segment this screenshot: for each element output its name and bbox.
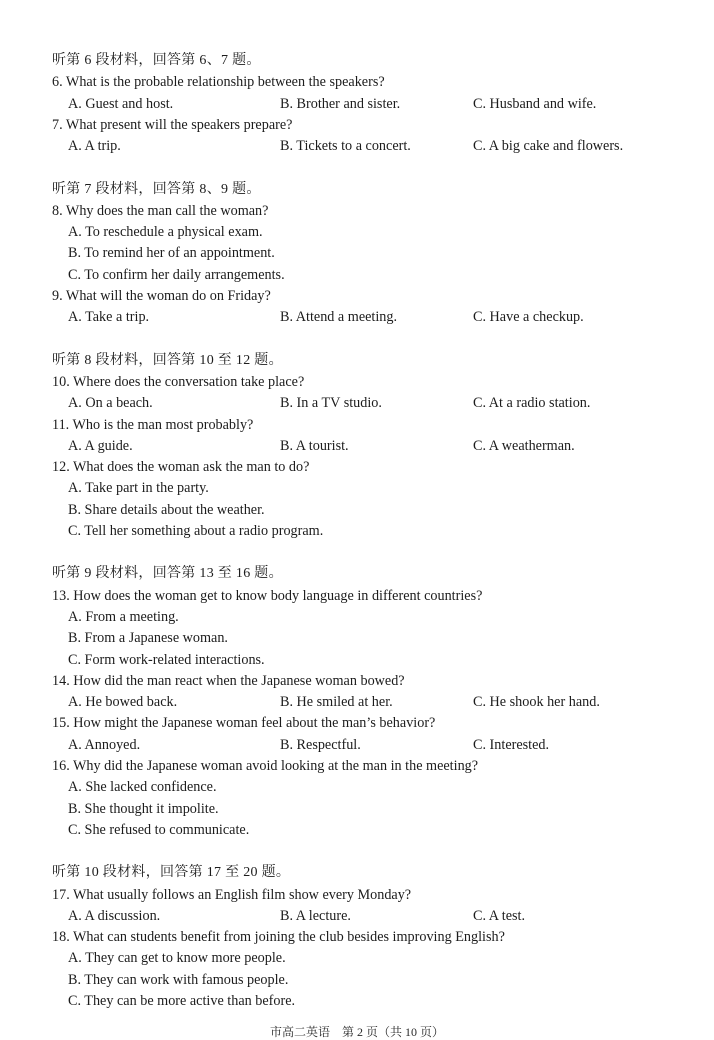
section-header: 听第 9 段材料，回答第 13 至 16 题。 (52, 566, 283, 582)
question-text: 11. Who is the man most probably? (52, 416, 254, 433)
answer-option: B. In a TV studio. (280, 395, 382, 412)
question-text: 15. How might the Japanese woman feel about the man’s behavior? (52, 715, 436, 732)
answer-option: C. Tell her something about a radio program. (68, 523, 324, 539)
answer-option: C. Form work-related interactions. (68, 651, 265, 668)
answer-option: C. A big cake and flowers. (473, 138, 624, 155)
section-header: 听第 10 段材料，回答第 17 至 20 题。 (52, 865, 291, 881)
question-text: 18. What can students benefit from joining the club besides improving English? (52, 929, 505, 946)
answer-option: B. She thought it impolite. (68, 800, 219, 817)
answer-option: A. A discussion. (68, 907, 161, 924)
answer-option: A. A guide. (68, 437, 133, 454)
answer-option: C. They can be more active than before. (68, 993, 296, 1009)
section-header: 听第 7 段材料，回答第 8、9 题。 (52, 181, 261, 197)
answer-option: A. On a beach. (68, 395, 153, 412)
answer-option: C. To confirm her daily arrangements. (68, 266, 285, 283)
answer-option: C. At a radio station. (473, 395, 591, 412)
answer-option: B. A lecture. (280, 907, 351, 924)
answer-option: C. She refused to communicate. (68, 821, 250, 838)
answer-option: A. From a meeting. (68, 608, 179, 625)
question-text: 16. Why did the Japanese woman avoid looking at the man in the meeting? (52, 758, 479, 774)
answer-option: A. Annoyed. (68, 736, 141, 753)
answer-option: A. A trip. (68, 138, 121, 155)
question-text: 9. What will the woman do on Friday? (52, 288, 271, 304)
answer-option: B. He smiled at her. (280, 694, 393, 711)
page-footer: 市高二英语 第 2 页（共 10 页） (269, 1025, 444, 1039)
answer-option: A. Guest and host. (68, 95, 174, 112)
answer-option: C. A weatherman. (473, 437, 575, 454)
answer-option: A. To reschedule a physical exam. (68, 224, 263, 241)
answer-option: B. Respectful. (280, 736, 361, 753)
answer-option: C. Husband and wife. (473, 95, 597, 112)
answer-option: C. Interested. (473, 736, 550, 753)
answer-option: C. He shook her hand. (473, 694, 600, 711)
question-text: 8. Why does the man call the woman? (52, 202, 269, 219)
section-header: 听第 6 段材料，回答第 6、7 题。 (52, 53, 261, 68)
answer-option: B. Brother and sister. (280, 95, 401, 112)
answer-option: A. They can get to know more people. (68, 950, 286, 967)
answer-option: B. Attend a meeting. (280, 309, 398, 326)
section-header: 听第 8 段材料，回答第 10 至 12 题。 (52, 352, 283, 368)
answer-option: B. They can work with famous people. (68, 971, 289, 988)
question-text: 12. What does the woman ask the man to do? (52, 459, 310, 476)
answer-option: B. A tourist. (280, 437, 349, 454)
answer-option: B. To remind her of an appointment. (68, 245, 275, 262)
question-text: 17. What usually follows an English film show every Monday? (52, 886, 412, 903)
question-text: 6. What is the probable relationship between the speakers? (52, 74, 385, 91)
answer-option: C. Have a checkup. (473, 309, 584, 326)
answer-option: A. He bowed back. (68, 694, 178, 711)
answer-option: B. From a Japanese woman. (68, 630, 228, 647)
answer-option: A. Take a trip. (68, 309, 150, 326)
answer-option: C. A test. (473, 907, 526, 924)
answer-option: A. Take part in the party. (68, 480, 209, 497)
question-text: 13. How does the woman get to know body language in different countries? (52, 587, 483, 604)
question-text: 14. How did the man react when the Japanese woman bowed? (52, 672, 405, 689)
answer-option: B. Tickets to a concert. (280, 138, 411, 155)
question-text: 7. What present will the speakers prepare? (52, 116, 293, 133)
question-text: 10. Where does the conversation take place? (52, 373, 305, 390)
answer-option: B. Share details about the weather. (68, 501, 265, 518)
answer-option: A. She lacked confidence. (68, 779, 217, 796)
